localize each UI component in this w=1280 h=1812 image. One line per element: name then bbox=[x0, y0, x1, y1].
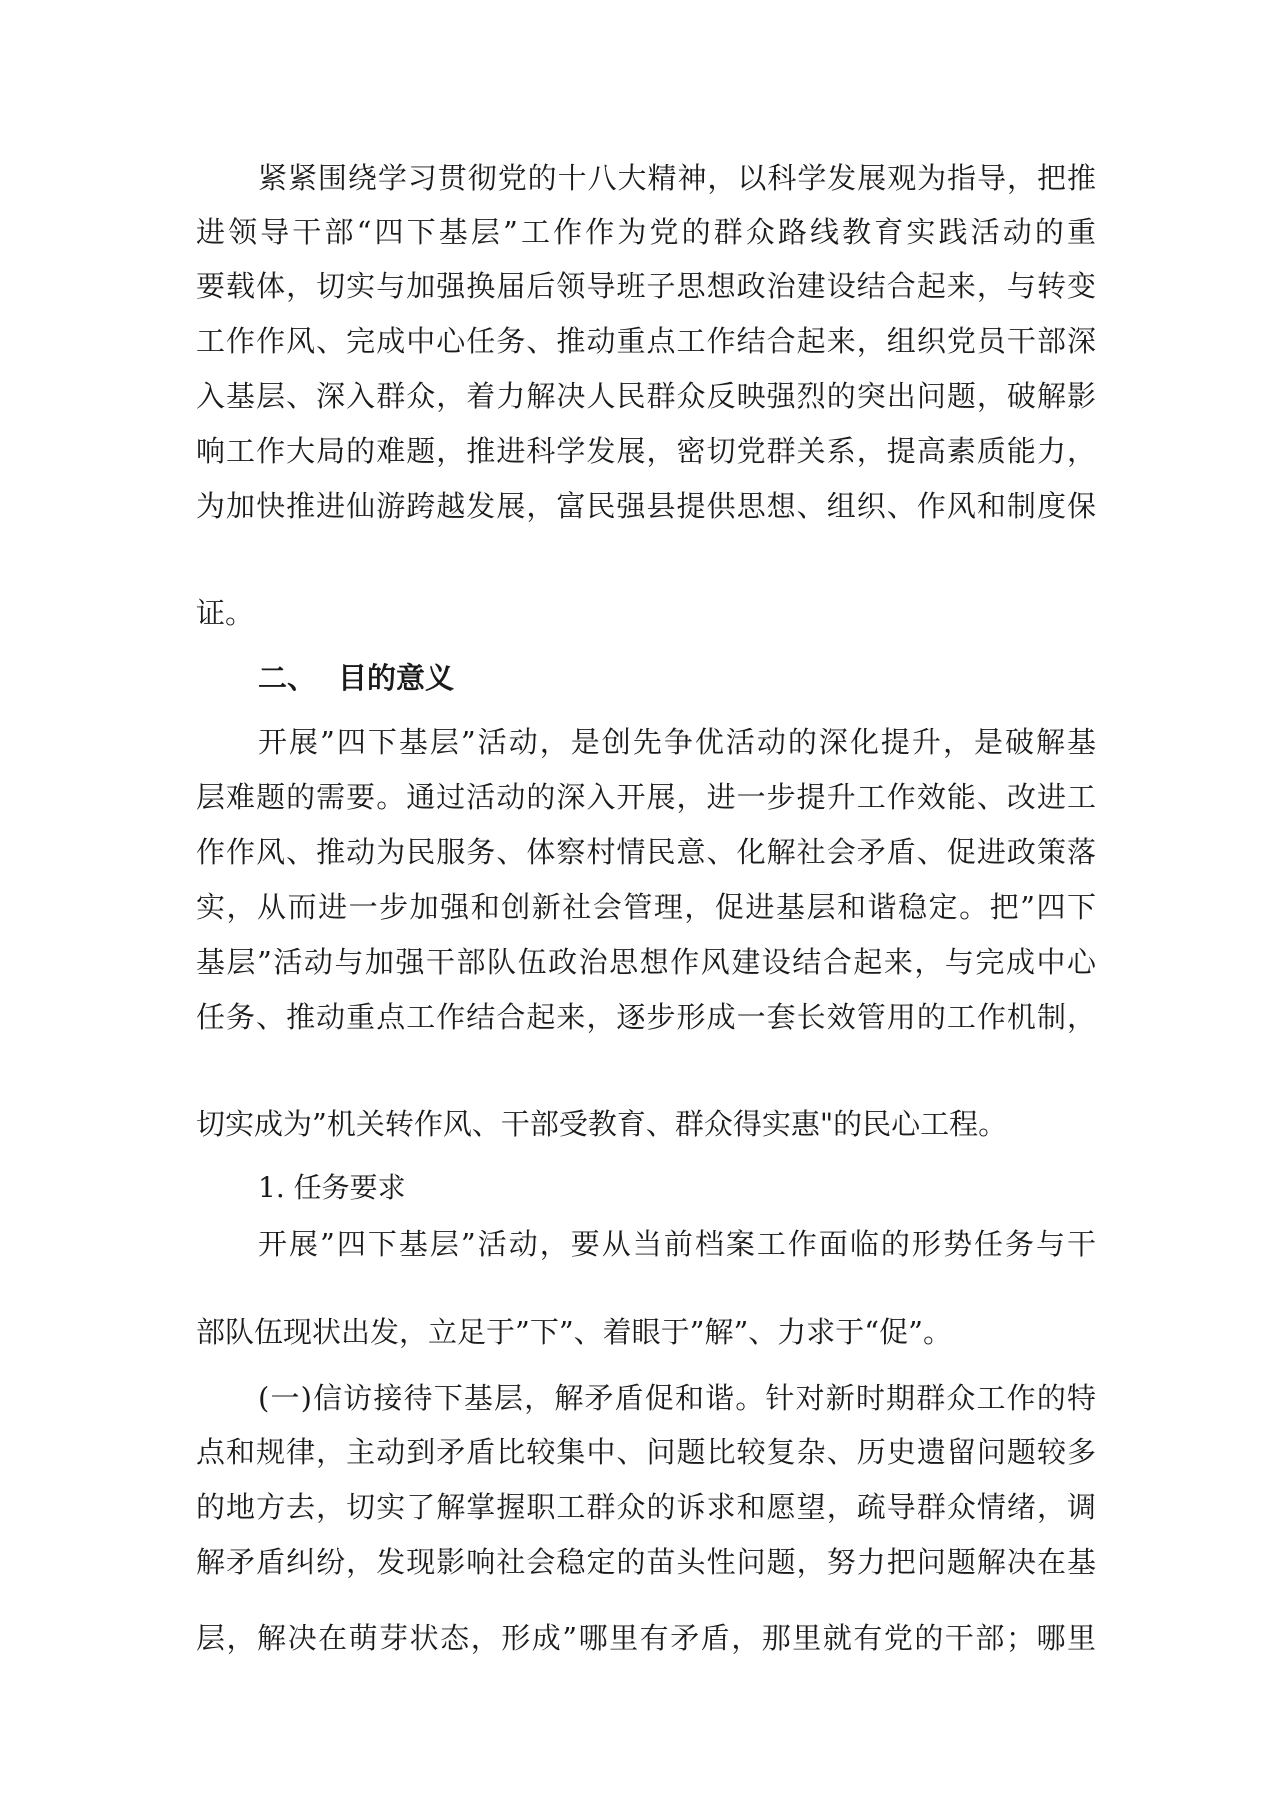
section-number: 二、 bbox=[258, 661, 317, 695]
paragraph-2-line-1: 开展”四下基层”活动，是创先争优活动的深化提升，是破解基 bbox=[258, 725, 1096, 759]
paragraph-2-line-2: 层难题的需要。通过活动的深入开展，进一步提升工作效能、改进工 bbox=[196, 780, 1096, 814]
paragraph-1-line-7: 为加快推进仙游跨越发展，富民强县提供思想、组织、作风和制度保 bbox=[196, 489, 1096, 523]
paragraph-2-line-5: 基层”活动与加强干部队伍政治思想作风建设结合起来，与完成中心 bbox=[196, 945, 1096, 979]
paragraph-1-line-3: 要载体，切实与加强换届后领导班子思想政治建设结合起来，与转变 bbox=[196, 269, 1096, 303]
paragraph-4-line-3: 的地方去，切实了解掌握职工群众的诉求和愿望，疏导群众情绪，调 bbox=[196, 1490, 1096, 1524]
paragraph-3-line-2: 部队伍现状出发，立足于”下”、着眼于”解”、力求于“促”。 bbox=[196, 1315, 952, 1349]
paragraph-4-line-1: (一)信访接待下基层，解矛盾促和谐。针对新时期群众工作的特 bbox=[258, 1381, 1096, 1415]
section-title: 目的意义 bbox=[338, 661, 455, 695]
paragraph-1-line-6: 响工作大局的难题，推进科学发展，密切党群关系，提高素质能力， bbox=[196, 434, 1096, 468]
subheading-task-requirements: 1. 任务要求 bbox=[258, 1171, 406, 1204]
paragraph-4-line-5: 层，解决在萌芽状态，形成”哪里有矛盾，那里就有党的干部；哪里 bbox=[196, 1621, 1096, 1655]
paragraph-4-line-4: 解矛盾纠纷，发现影响社会稳定的苗头性问题，努力把问题解决在基 bbox=[196, 1545, 1096, 1579]
paragraph-1-line-1: 紧紧围绕学习贯彻党的十八大精神，以科学发展观为指导，把推 bbox=[258, 161, 1096, 195]
paragraph-3-line-1: 开展”四下基层”活动，要从当前档案工作面临的形势任务与干 bbox=[258, 1227, 1096, 1261]
paragraph-2-line-4: 实，从而进一步加强和创新社会管理，促进基层和谐稳定。把”四下 bbox=[196, 890, 1096, 924]
paragraph-2-line-3: 作作风、推动为民服务、体察村情民意、化解社会矛盾、促进政策落 bbox=[196, 835, 1096, 869]
paragraph-1-line-4: 工作作风、完成中心任务、推动重点工作结合起来，组织党员干部深 bbox=[196, 324, 1096, 358]
paragraph-4-line-2: 点和规律，主动到矛盾比较集中、问题比较复杂、历史遗留问题较多 bbox=[196, 1435, 1096, 1469]
paragraph-2-line-6: 任务、推动重点工作结合起来，逐步形成一套长效管用的工作机制， bbox=[196, 1000, 1096, 1034]
paragraph-1-line-2: 进领导干部“四下基层”工作作为党的群众路线教育实践活动的重 bbox=[196, 215, 1096, 249]
paragraph-1-line-5: 入基层、深入群众，着力解决人民群众反映强烈的突出问题，破解影 bbox=[196, 379, 1096, 413]
paragraph-2-line-7: 切实成为”机关转作风、干部受教育、群众得实惠"的民心工程。 bbox=[196, 1107, 1008, 1141]
section-heading bbox=[258, 658, 454, 698]
paragraph-1-line-8: 证。 bbox=[196, 596, 255, 630]
